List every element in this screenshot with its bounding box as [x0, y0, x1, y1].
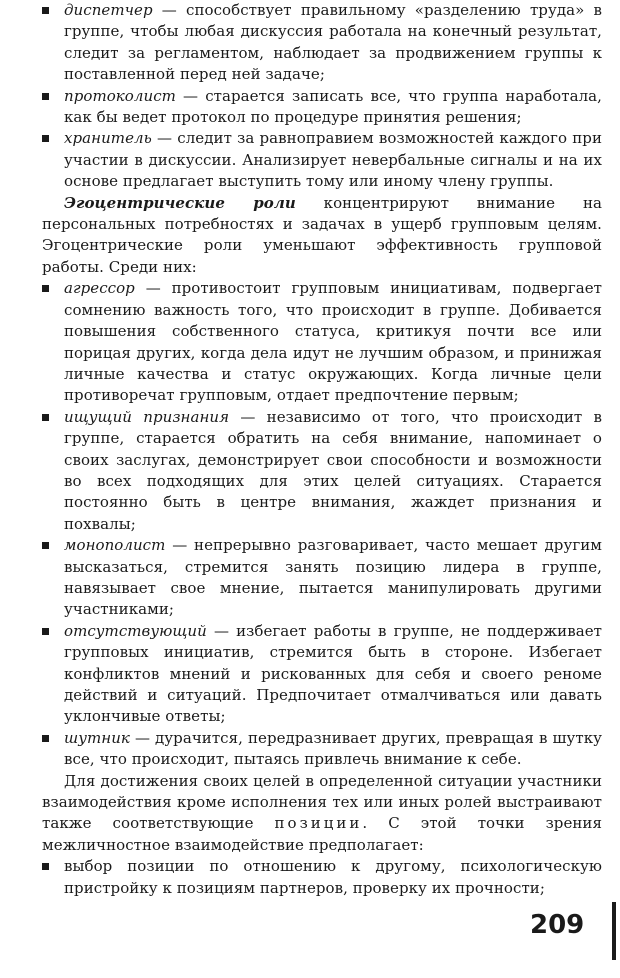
list-item	[42, 535, 602, 621]
role-term: монополист	[64, 536, 166, 555]
bullet-icon	[42, 135, 49, 142]
list-item	[42, 407, 602, 535]
bullet-icon	[42, 7, 49, 14]
page-number: 209	[530, 910, 585, 940]
role-term: хранитель	[64, 129, 152, 148]
list-item	[42, 0, 602, 86]
page-edge-marker	[612, 902, 616, 960]
role-description: — избегает работы в группе, не поддерживает групповых инициатив, стремится быть в стороне. Избегает конфликтов мнений и рискованных для себя и своего реноме действий и ситуаций. Предпочитает отмалчиваться или давать уклончивые ответы;	[64, 621, 602, 726]
egocentric-roles-term: Эгоцентрические роли	[64, 193, 296, 212]
positions-text-after: . С этой точки зрения межличностное взаимодействие предполагает:	[42, 814, 602, 854]
role-description: — способствует правильному «разделению труда» в группе, чтобы любая дискуссия работала на конечный результат, следит за регламентом, наблюдает за продвижением группы к поставленной перед ней задаче;	[64, 1, 602, 84]
list-item	[42, 278, 602, 406]
positions-spaced-word: позиции	[274, 814, 363, 833]
role-term: диспетчер	[64, 1, 153, 19]
role-term: ищущий признания	[64, 407, 230, 426]
bullet-icon	[42, 735, 49, 742]
bullet-icon	[42, 414, 49, 421]
list-item	[42, 128, 602, 192]
positions-paragraph	[42, 771, 602, 857]
position-description: выбор позиции по отношению к другому, психологическую пристройку к позициям партнеров, проверку их прочности;	[64, 857, 602, 897]
role-term: протоколист	[64, 86, 176, 105]
role-term: отсутствующий	[64, 621, 207, 640]
list-item	[42, 856, 602, 899]
positions-list	[42, 856, 602, 899]
role-description: — независимо от того, что происходит в группе, старается обратить на себя внимание, напоминает о своих заслугах, демонстрирует свои способности и возможности во всех подходящих для этих целей ситуациях. Старается постоянно быть в центре внимания, жаждет признания и похвалы;	[64, 407, 602, 533]
list-item	[42, 728, 602, 771]
role-description: — дурачится, передразнивает других, превращая в шутку все, что происходит, пытаясь привлечь внимание к себе.	[64, 728, 602, 769]
bullet-icon	[42, 863, 49, 870]
role-description: — противостоит групповым инициативам, подвергает сомнению важность того, что происходит в группе. Добивается повышения собственного статуса, критикуя почти все или порицая других, когда дела идут не лучшим образом, и принижая личные качества и статус окружающих. Когда личные цели противоречат групповым, отдает предпочтение первым;	[64, 279, 602, 405]
bullet-icon	[42, 542, 49, 549]
list-item	[42, 86, 602, 129]
role-description: — следит за равноправием возможностей каждого при участии в дискуссии. Анализирует невербальные сигналы и на их основе предлагает выступить тому или иному члену группы.	[64, 129, 602, 191]
role-term: агрессор	[64, 279, 135, 298]
list-item	[42, 621, 602, 728]
role-description: — непрерывно разговаривает, часто мешает другим высказаться, стремится занять позицию лидера в группе, навязывает свое мнение, пытается манипулировать другими участниками;	[64, 536, 602, 619]
egocentric-roles-list	[42, 278, 602, 770]
page-body	[42, 0, 602, 899]
role-description: — старается записать все, что группа наработала, как бы ведет протокол по процедуре принятия решения;	[64, 86, 602, 127]
positions-text-before: Для достижения своих целей в определенной ситуации участники взаимодействия кроме исполнения тех или иных ролей выстраивают также соответствующие	[42, 771, 602, 833]
bullet-icon	[42, 628, 49, 635]
bullet-icon	[42, 93, 49, 100]
roles-list-top	[42, 0, 602, 193]
egocentric-roles-paragraph	[42, 193, 602, 279]
bullet-icon	[42, 285, 49, 292]
role-term: шутник	[64, 728, 130, 747]
egocentric-roles-text: концентрируют внимание на персональных потребностях и задачах в ущерб групповым целям. Эгоцентрические роли уменьшают эффективность групповой работы. Среди них:	[42, 193, 602, 276]
